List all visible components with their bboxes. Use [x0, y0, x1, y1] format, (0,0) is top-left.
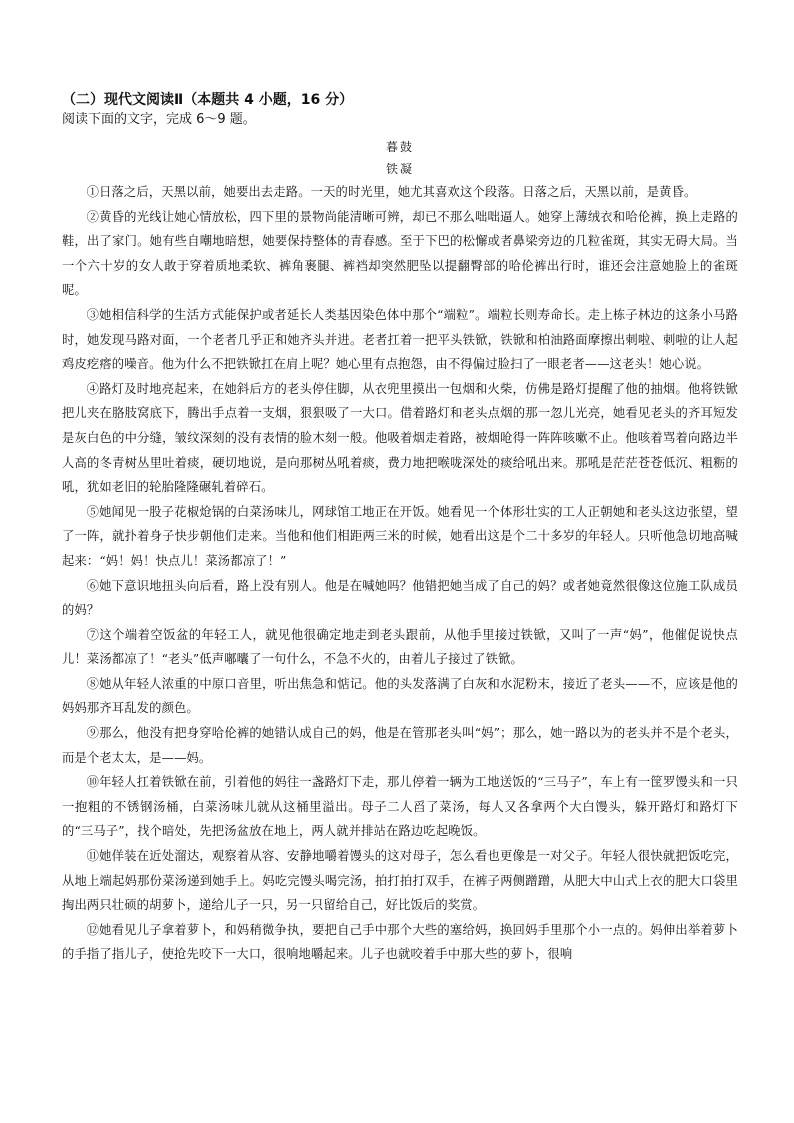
paragraph-8: ⑧她从年轻人浓重的中原口音里，听出焦急和惦记。他的头发落满了白灰和水泥粉末，接近了老头——不，应该是他的妈妈那齐耳乱发的颜色。	[62, 676, 738, 716]
section-title: （二）现代文阅读Ⅱ（本题共 4 小题，16 分）	[62, 92, 354, 108]
paragraph-10: ⑩年轻人扛着铁锨在前，引着他的妈往一盏路灯下走，那儿停着一辆为工地送饭的“三马子”，车上有一筐罗馒头和一只一抱粗的不锈钢汤桶，白菜汤味儿就从这桶里溢出。母子二人舀了菜汤，每人又各拿两个大白馒头，躲开路灯和路灯下的“三马子”，找个暗处，先把汤盆放在地上，两人就并排站在路边吃起晚饭。	[62, 775, 738, 839]
paragraph-12: ⑫她看见儿子拿着萝卜，和妈稍微争执，要把自己手中那个大些的塞给妈，换回妈手里那个小一点的。妈伸出举着萝卜的手指了指儿子，使抢先咬下一大口，很响地嚼起来。儿子也就咬着手中那大些的萝卜，很响	[62, 922, 738, 962]
paragraph-6: ⑥她下意识地扭头向后看，路上没有别人。他是在喊她吗？他错把她当成了自己的妈？或者她竟然很像这位施工队成员的妈？	[62, 578, 738, 618]
paragraph-9: ⑨那么，他没有把身穿哈伦裤的她错认成自己的妈，他是在管那老头叫“妈”；那么，她一路以为的老头并不是个老头，而是个老太太，是——妈。	[62, 726, 738, 765]
essay-author: 铁凝	[385, 162, 414, 176]
reading-instruction: 阅读下面的文字，完成 6～9 题。	[62, 112, 256, 127]
paragraph-11: ⑪她佯装在近处溜达，观察着从容、安静地嚼着馒头的这对母子，怎么看也更像是一对父子。年轻人很快就把饭吃完，从地上端起妈那份菜汤递到她手上。妈吃完馒头喝完汤，拍打拍打双手，在裤子两侧蹭蹭，从肥大中山式上衣的肥大口袋里掏出两只壮硕的胡萝卜，递给儿子一只，另一只留给自己，好比饭后的奖赏。	[62, 849, 738, 913]
paragraph-3: ③她相信科学的生活方式能保护或者延长人类基因染色体中那个“端粒”。端粒长则寿命长。走上栋子林边的这条小马路时，她发现马路对面，一个老者几乎正和她齐头并进。老者扛着一把平头铁锨，铁锨和柏油路面摩擦出刺啦、刺啦的让人起鸡皮疙瘩的噪音。他为什么不把铁锨扛在肩上呢？她心里有点抱怨，由不得偏过脸扫了一眼老者——这老头！她心说。	[62, 307, 738, 372]
paragraph-5: ⑤她闻见一股子花椒炝锅的白菜汤味儿，网球馆工地正在开饭。她看见一个体形壮实的工人正朝她和老头这边张望，望了一阵，就扑着身子快步朝他们走来。当他和他们相距两三米的时候，她看出这是个二十多岁的年轻人。只听他急切地高喊起来：“妈！妈！快点儿！菜汤都凉了！”	[62, 504, 738, 568]
paragraph-4: ④路灯及时地亮起来，在她斜后方的老头停住脚，从衣兜里摸出一包烟和火柴，仿佛是路灯提醒了他的抽烟。他将铁锨把儿夹在胳肢窝底下，腾出手点着一支烟，狠狠吸了一大口。借着路灯和老头点烟的那一忽儿光亮，她看见老头的齐耳短发是灰白色的中分缝，皱纹深刻的没有表情的脸木刻一般。他吸着烟走着路，被烟呛得一阵阵咳嗽不止。他咳着骂着向路边半人高的冬青树丛里吐着痰，硬切地说，是向那树丛吼着痰，费力地把喉咙深处的痰给吼出来。那吼是茫茫苍苍低沉、粗粝的吼，犹如老旧的轮胎隆隆碾轧着碎石。	[62, 381, 738, 495]
essay-body	[62, 180, 738, 967]
paragraph-1: ①日落之后，天黑以前，她要出去走路。一天的时光里，她尤其喜欢这个段落。日落之后，天黑以前，是黄昏。	[86, 185, 697, 199]
paragraph-2: ②黄昏的光线让她心情放松，四下里的景物尚能清晰可辨，却已不那么咄咄逼人。她穿上薄绒衣和哈伦裤，换上走路的鞋，出了家门。她有些自嘲地暗想，她要保持整体的青春感。至于下巴的松懈或者鼻梁旁边的几粒雀斑，其实无碍大局。当一个六十岁的女人敢于穿着质地柔软、裤角裹腿、裤裆却突然肥坠以提翻臀部的哈伦裤出行时，谁还会注意她脸上的雀斑呢。	[62, 209, 738, 298]
paragraph-7: ⑦这个端着空饭盆的年轻工人，就见他很确定地走到老头跟前，从他手里接过铁锨，又叫了一声“妈”，他催促说快点儿！菜汤都凉了！“老头”低声嘟囔了一句什么，不急不火的，由着儿子接过了铁锨。	[62, 627, 739, 667]
document-page	[62, 90, 738, 967]
essay-title: 暮鼓	[385, 140, 414, 154]
